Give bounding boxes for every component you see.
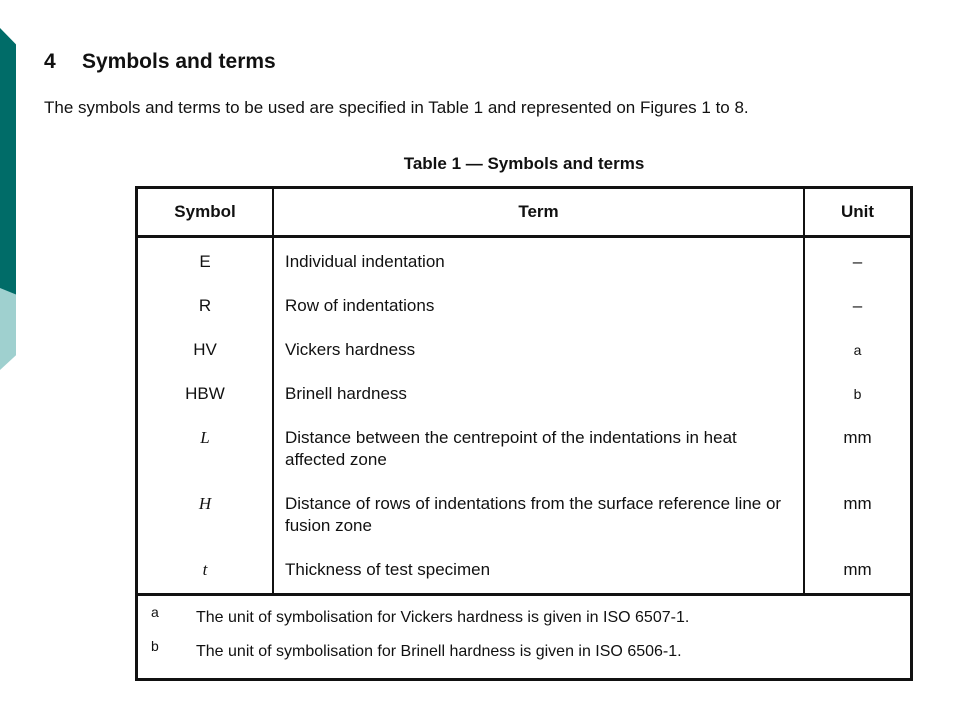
- table-row: [137, 480, 912, 546]
- unit-cell: –: [852, 252, 863, 271]
- footnote: [138, 604, 910, 638]
- term-cell: Distance between the centrepoint of the indentations in heat affected zone: [273, 414, 804, 480]
- section-heading: [44, 50, 276, 74]
- symbol-cell: L: [137, 414, 274, 480]
- term-cell: Vickers hardness: [273, 326, 804, 370]
- table-row: [137, 546, 912, 595]
- unit-cell: mm: [843, 494, 872, 513]
- unit-cell: a: [853, 342, 862, 358]
- symbol-cell: HV: [137, 326, 274, 370]
- unit-cell: mm: [843, 560, 872, 579]
- footnote-marker: a: [151, 604, 159, 620]
- table-row: [137, 326, 912, 370]
- footnote: [138, 638, 910, 672]
- decorative-dark-band: [0, 28, 16, 300]
- table-row: [137, 414, 912, 480]
- decorative-light-band: [0, 288, 16, 370]
- term-cell: Distance of rows of indentations from the surface reference line or fusion zone: [273, 480, 804, 546]
- symbol-cell: t: [137, 546, 274, 595]
- table-row: [137, 282, 912, 326]
- table-row: [137, 370, 912, 414]
- intro-paragraph: The symbols and terms to be used are specified in Table 1 and represented on Figures 1 to 8.: [44, 98, 749, 117]
- table-caption: Table 1 — Symbols and terms: [403, 154, 645, 173]
- footnote-row: [137, 595, 912, 680]
- section-title: Symbols and terms: [82, 50, 276, 73]
- header-unit: Unit: [804, 188, 912, 237]
- term-cell: Row of indentations: [273, 282, 804, 326]
- symbol-cell: H: [137, 480, 274, 546]
- unit-cell: –: [852, 296, 863, 315]
- unit-cell: b: [853, 386, 862, 402]
- header-term: Term: [273, 188, 804, 237]
- footnote-marker: b: [151, 638, 159, 654]
- table-header-row: [137, 188, 912, 237]
- table-row: [137, 237, 912, 283]
- footnotes-cell: [137, 595, 912, 680]
- unit-cell: mm: [843, 428, 872, 447]
- section-number: 4: [44, 50, 56, 73]
- symbol-cell: E: [137, 237, 274, 283]
- term-cell: Thickness of test specimen: [273, 546, 804, 595]
- symbol-cell: R: [137, 282, 274, 326]
- footnote-text: The unit of symbolisation for Vickers hardness is given in ISO 6507-1.: [196, 609, 690, 626]
- symbols-table: [135, 186, 913, 681]
- term-cell: Brinell hardness: [273, 370, 804, 414]
- term-cell: Individual indentation: [273, 237, 804, 283]
- symbol-cell: HBW: [137, 370, 274, 414]
- footnote-text: The unit of symbolisation for Brinell hardness is given in ISO 6506-1.: [196, 643, 682, 660]
- header-symbol: Symbol: [137, 188, 274, 237]
